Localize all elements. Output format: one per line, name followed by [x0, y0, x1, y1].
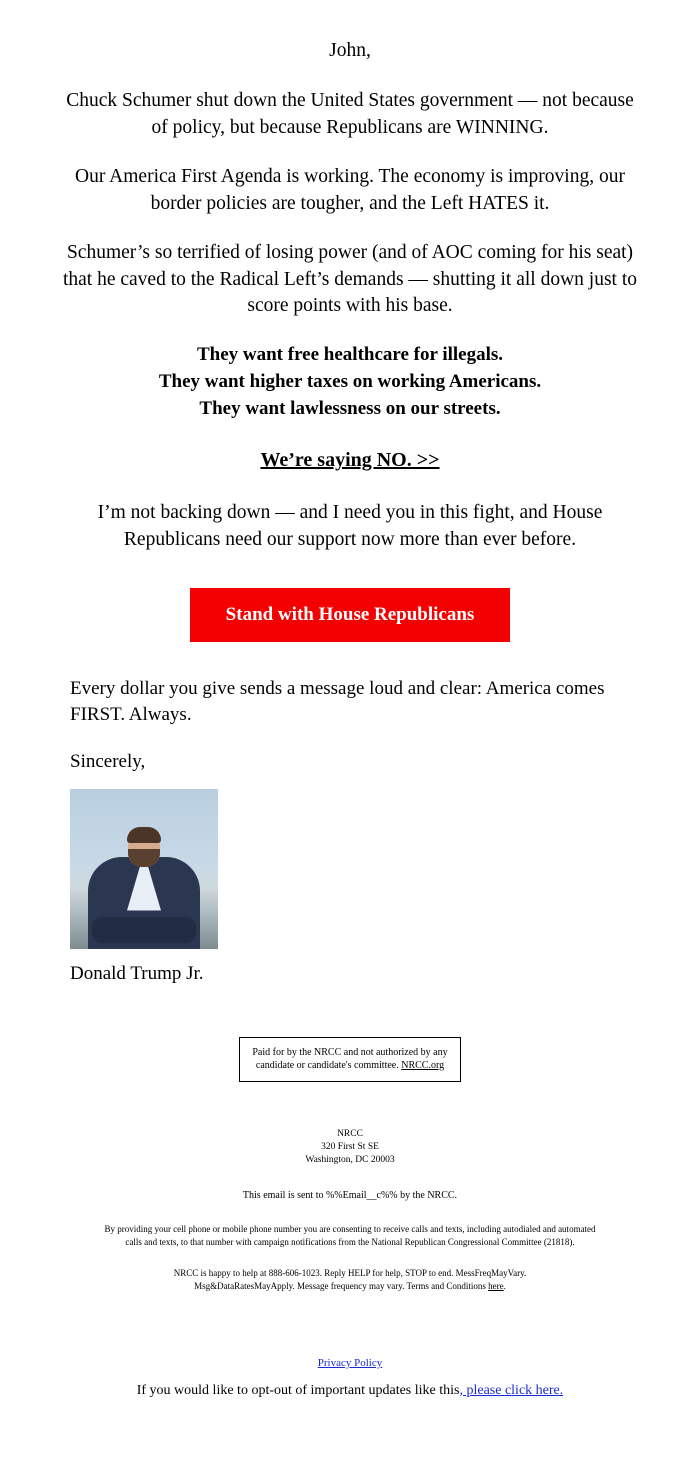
- cta-wrapper: [60, 588, 640, 642]
- paragraph-1: Chuck Schumer shut down the United States government — not because of policy, but because Republicans are WINNING.: [66, 90, 634, 138]
- paragraph-3: Schumer’s so terrified of losing power (and of AOC coming for his seat) that he caved to the Radical Left’s demands — shutting it all down just to score points with his base.: [62, 241, 638, 317]
- footer-consent-text: By providing your cell phone or mobile phone number you are consenting to receive calls and texts, including autodialed and automated calls and texts, to that number with campaign notifications from the National Republican Congressional Committee (21818).: [104, 1224, 596, 1247]
- bold-line-3: They want lawlessness on our streets.: [199, 398, 501, 420]
- footer-help-line-2-prefix: Msg&DataRatesMayApply. Message frequency may vary. Terms and Conditions: [194, 1280, 489, 1291]
- optout-wrapper: [0, 1383, 700, 1399]
- footer-sent-to: This email is sent to %%Email__c%% by the NRCC.: [242, 1190, 458, 1202]
- footer: [0, 1128, 700, 1293]
- footer-street: 320 First St SE: [321, 1141, 379, 1152]
- portrait-hair: [127, 827, 161, 843]
- salutation: John,: [329, 40, 371, 61]
- footer-city: Washington, DC 20003: [305, 1155, 395, 1166]
- optout-link[interactable]: , please click here.: [459, 1382, 564, 1398]
- nrcc-org-link[interactable]: NRCC.org: [401, 1060, 445, 1071]
- footer-help-line-2-suffix: .: [503, 1280, 506, 1291]
- portrait-arms: [92, 917, 196, 943]
- terms-and-conditions-link[interactable]: here: [488, 1280, 504, 1291]
- signature-photo: [70, 789, 218, 949]
- sincerely-text: Sincerely,: [70, 750, 146, 772]
- saying-no-wrapper: [60, 449, 640, 472]
- disclaimer-wrapper: [0, 1037, 700, 1082]
- footer-org: NRCC: [337, 1128, 363, 1139]
- footer-address: [0, 1128, 700, 1168]
- signer-name: Donald Trump Jr.: [70, 962, 204, 984]
- paragraph-2: Our America First Agenda is working. The economy is improving, our border policies are tougher, and the Left HATES it.: [75, 165, 625, 214]
- footer-help-text: [100, 1267, 600, 1293]
- privacy-policy-link[interactable]: Privacy Policy: [317, 1356, 383, 1369]
- privacy-policy-wrapper: [0, 1357, 700, 1369]
- disclaimer-line-1: Paid for by the NRCC and not authorized by any: [252, 1046, 448, 1058]
- email-main-content: [60, 40, 640, 985]
- bold-line-2: They want higher taxes on working Americans.: [158, 371, 542, 393]
- optout-text: If you would like to opt-out of important updates like this: [136, 1382, 460, 1398]
- stand-with-house-republicans-button[interactable]: Stand with House Republicans: [190, 588, 511, 642]
- bold-demands-block: [60, 342, 640, 423]
- disclaimer-line-2-prefix: candidate or candidate's committee.: [255, 1060, 402, 1071]
- bold-line-1: They want free healthcare for illegals.: [196, 344, 504, 366]
- closing-paragraph: I’m not backing down — and I need you in this fight, and House Republicans need our support now more than ever before.: [97, 502, 603, 551]
- saying-no-link[interactable]: We’re saying NO. >>: [260, 449, 440, 472]
- footer-help-line-1: NRCC is happy to help at 888-606-1023. Reply HELP for help, STOP to end. MessFreqMayVary.: [173, 1267, 527, 1278]
- post-cta-paragraph: Every dollar you give sends a message loud and clear: America comes FIRST. Always.: [70, 678, 605, 726]
- signoff-block: [70, 676, 630, 984]
- paid-for-by-disclaimer: [239, 1037, 460, 1082]
- bottom-links: [0, 1357, 700, 1445]
